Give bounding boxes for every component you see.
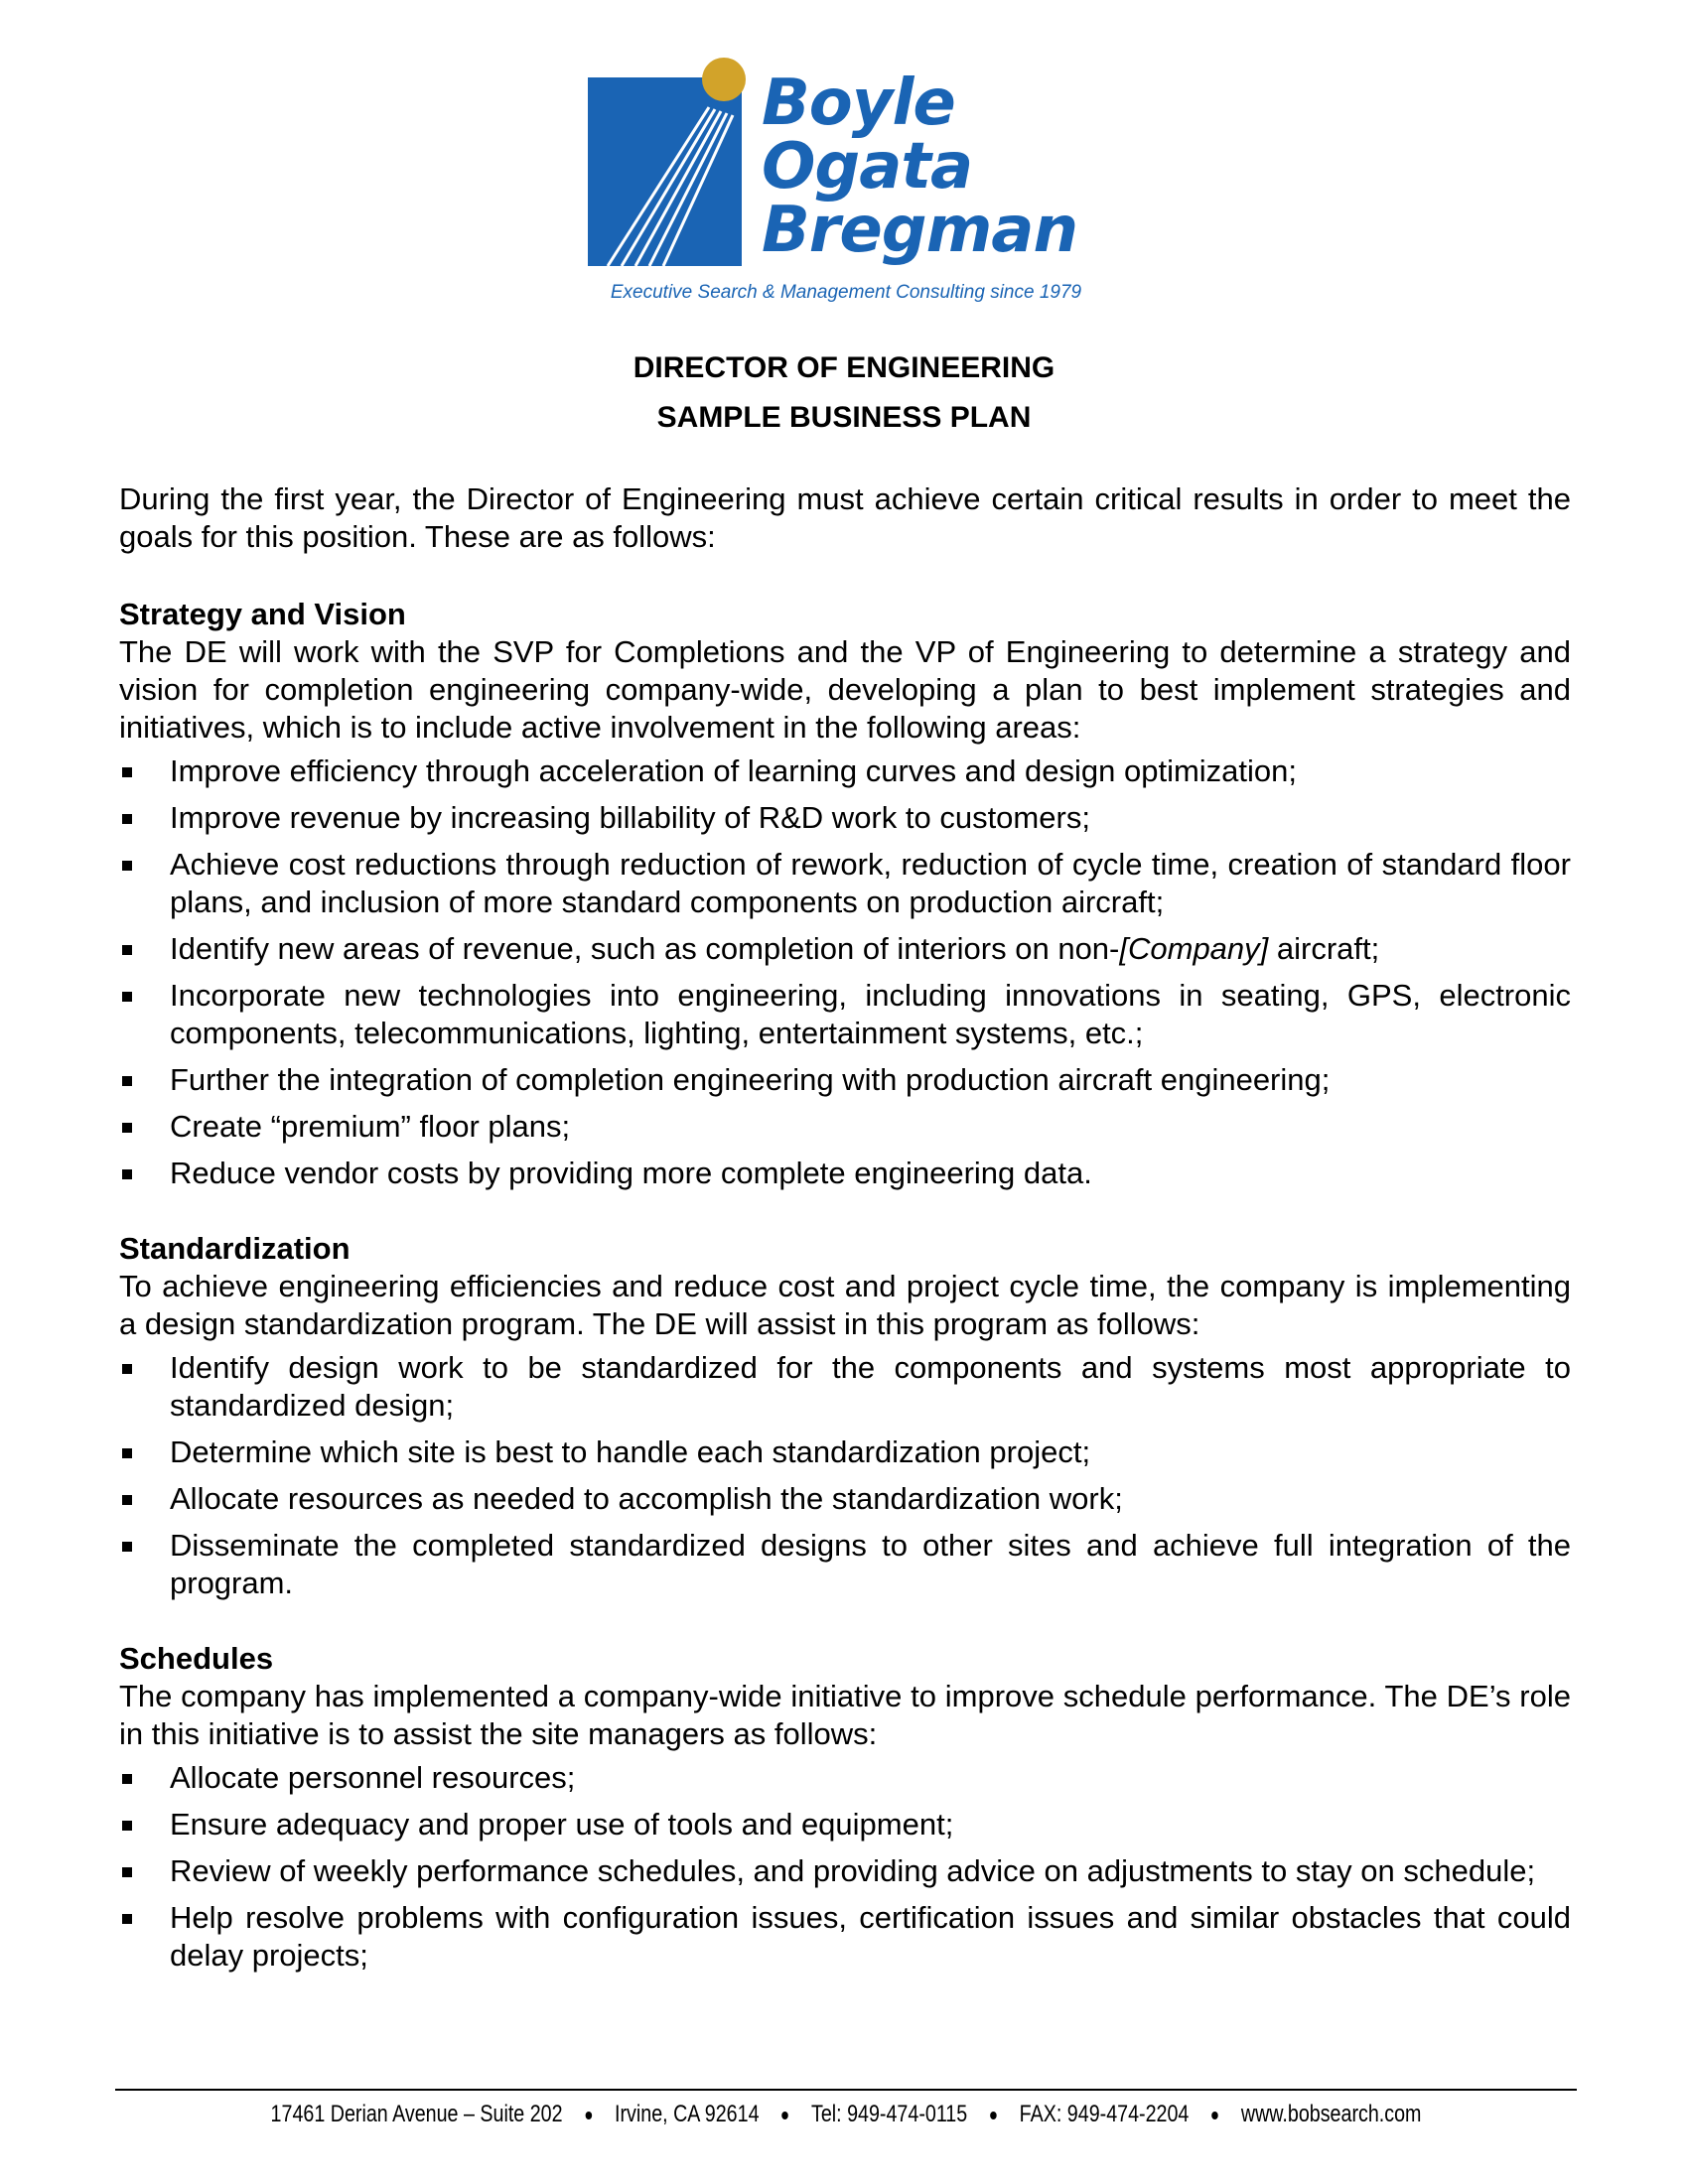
list-item [119, 977, 1571, 1052]
list-item-text: Help resolve problems with configuration issues, certification issues and similar obstacles that could delay projects; [170, 1900, 1571, 1973]
company-logo [588, 58, 1104, 306]
bullet-square-icon [122, 1169, 132, 1179]
logo-word: Ogata [762, 130, 973, 204]
bullet-list [119, 1349, 1571, 1602]
list-item-text: aircraft; [1268, 931, 1380, 966]
list-item-text: Identify new areas of revenue, such as completion of interiors on non- [170, 931, 1120, 966]
section-heading: Standardization [119, 1231, 351, 1266]
list-item-text: Allocate personnel resources; [170, 1760, 576, 1795]
document-body [119, 480, 1571, 2012]
footer-city: Irvine, CA 92614 [615, 2101, 760, 2127]
bullet-square-icon [122, 861, 132, 871]
list-item-text: Allocate resources as needed to accomplish the standardization work; [170, 1481, 1123, 1516]
list-item-text: Reduce vendor costs by providing more complete engineering data. [170, 1156, 1092, 1190]
bullet-square-icon [122, 1867, 132, 1877]
list-item-text: Disseminate the completed standardized designs to other sites and achieve full integration of the program. [170, 1528, 1571, 1600]
logo-wordmark [762, 67, 1099, 267]
bullet-dot-icon [1211, 2112, 1218, 2119]
bullet-list [119, 752, 1571, 1192]
list-item-text: Incorporate new technologies into engineering, including innovations in seating, GPS, electronic components, telecommunications, lighting, entertainment systems, etc.; [170, 978, 1571, 1050]
logo-mark [588, 77, 742, 266]
footer-fax: FAX: 949-474-2204 [1019, 2101, 1190, 2127]
list-item-text: Further the integration of completion engineering with production aircraft engineering; [170, 1062, 1331, 1097]
list-item [119, 1108, 1571, 1146]
bullet-dot-icon [585, 2112, 592, 2119]
bullet-square-icon [122, 1123, 132, 1133]
list-item [119, 752, 1571, 790]
list-item [119, 799, 1571, 837]
list-item [119, 1480, 1571, 1518]
list-item-text: Determine which site is best to handle each standardization project; [170, 1434, 1091, 1469]
section-paragraph: The DE will work with the SVP for Completions and the VP of Engineering to determine a strategy and vision for completion engineering company-wide, developing a plan to best implement strategies and initiatives, which is to include active involvement in the following areas: [119, 634, 1571, 745]
footer-address: 17461 Derian Avenue – Suite 202 [270, 2101, 563, 2127]
list-item [119, 1433, 1571, 1471]
company-placeholder: [Company] [1119, 931, 1269, 966]
bullet-list [119, 1759, 1571, 1975]
list-item [119, 1349, 1571, 1425]
list-item [119, 1852, 1571, 1890]
footer-phone: Tel: 949-474-0115 [811, 2101, 968, 2127]
bullet-square-icon [122, 945, 132, 955]
bullet-square-icon [122, 767, 132, 777]
section-paragraph: To achieve engineering efficiencies and reduce cost and project cycle time, the company is implementing a design standardization program. The DE will assist in this program as follows: [119, 1269, 1571, 1341]
list-item-text: Achieve cost reductions through reduction of rework, reduction of cycle time, creation of standard floor plans, and inclusion of more standard components on production aircraft; [170, 847, 1571, 919]
section-schedules [119, 1640, 1571, 1975]
bullet-square-icon [122, 1076, 132, 1086]
logo-dot-icon [702, 58, 746, 101]
page-footer [246, 2099, 1445, 2130]
bullet-square-icon [122, 1448, 132, 1458]
bullet-square-icon [122, 1774, 132, 1784]
section-standardization [119, 1230, 1571, 1602]
bullet-square-icon [122, 1495, 132, 1505]
list-item-text: Ensure adequacy and proper use of tools and equipment; [170, 1807, 954, 1842]
document-title [0, 343, 1688, 443]
logo-tagline: Executive Search & Management Consulting since 1979 [610, 282, 1082, 303]
logo-stripes-icon [588, 77, 742, 266]
bullet-dot-icon [990, 2112, 997, 2119]
logo-word: Boyle [762, 67, 955, 140]
bullet-dot-icon [781, 2112, 788, 2119]
subtitle-line: SAMPLE BUSINESS PLAN [656, 401, 1032, 434]
list-item [119, 1155, 1571, 1192]
list-item-text: Create “premium” floor plans; [170, 1109, 571, 1144]
list-item-text: Improve revenue by increasing billability of R&D work to customers; [170, 800, 1090, 835]
list-item-text: Improve efficiency through acceleration of learning curves and design optimization; [170, 753, 1298, 788]
bullet-square-icon [122, 992, 132, 1002]
title-line: DIRECTOR OF ENGINEERING [633, 351, 1055, 384]
list-item-text: Identify design work to be standardized for the components and systems most appropriate to standardized design; [170, 1350, 1571, 1423]
bullet-square-icon [122, 814, 132, 824]
list-item [119, 1061, 1571, 1099]
list-item [119, 846, 1571, 921]
bullet-square-icon [122, 1542, 132, 1552]
section-paragraph: The company has implemented a company-wide initiative to improve schedule performance. The DE’s role in this initiative is to assist the site managers as follows: [119, 1679, 1571, 1751]
list-item [119, 1806, 1571, 1843]
bullet-square-icon [122, 1364, 132, 1374]
footer-divider [115, 2089, 1577, 2091]
logo-word: Bregman [762, 194, 1077, 267]
bullet-square-icon [122, 1821, 132, 1831]
list-item-text: Review of weekly performance schedules, and providing advice on adjustments to stay on schedule; [170, 1853, 1536, 1888]
list-item [119, 1899, 1571, 1975]
section-strategy-and-vision [119, 596, 1571, 1192]
bullet-square-icon [122, 1914, 132, 1924]
footer-website[interactable]: www.bobsearch.com [1240, 2101, 1422, 2127]
list-item [119, 930, 1571, 968]
list-item [119, 1759, 1571, 1797]
section-heading: Schedules [119, 1641, 274, 1676]
section-heading: Strategy and Vision [119, 597, 406, 631]
intro-paragraph: During the first year, the Director of Engineering must achieve certain critical results in order to meet the goals for this position. These are as follows: [119, 481, 1571, 554]
list-item [119, 1527, 1571, 1602]
